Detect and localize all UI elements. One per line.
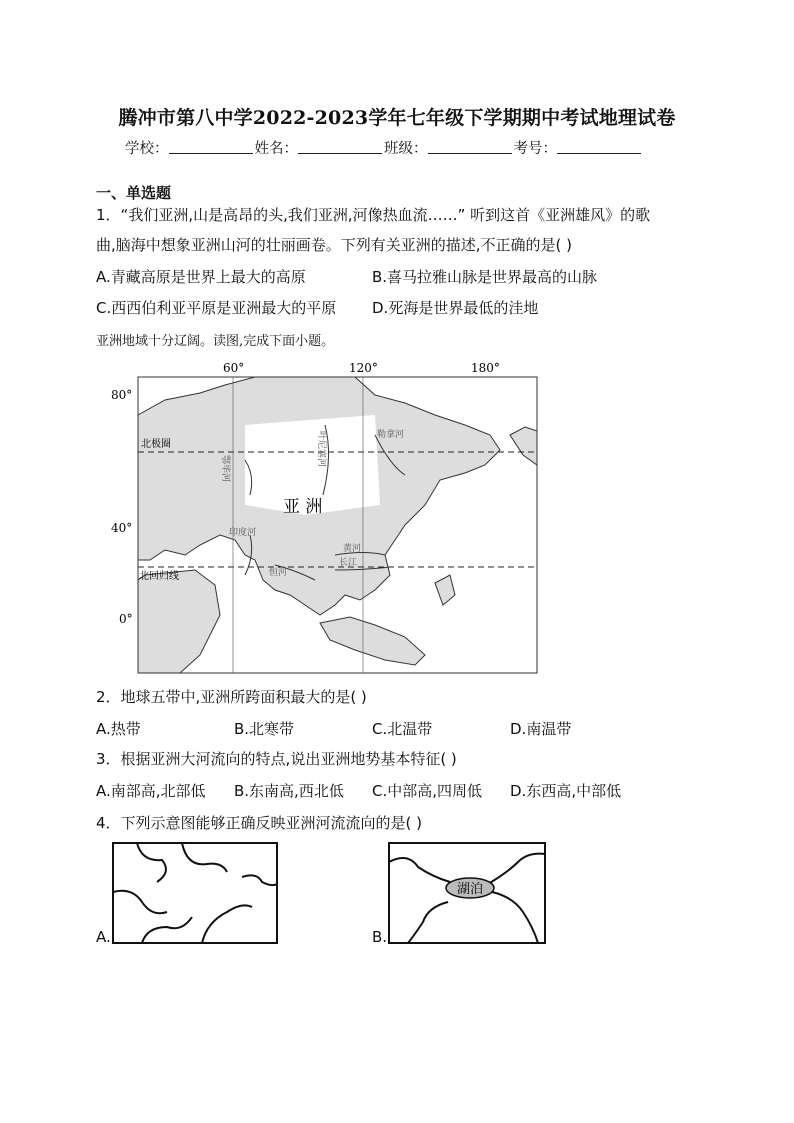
q3-option-b[interactable]: B.东南高,西北低 bbox=[234, 782, 344, 800]
q1-stem-line1: 1．“我们亚洲,山是高昂的头,我们亚洲,河像热血流……” 听到这首《亚洲雄风》的歌 bbox=[96, 206, 651, 224]
q3-option-c[interactable]: C.中部高,四周低 bbox=[372, 782, 483, 800]
q4-stem: 4．下列示意图能够正确反映亚洲河流流向的是( ) bbox=[96, 814, 423, 832]
student-info-row bbox=[125, 137, 643, 158]
q3-option-a[interactable]: A.南部高,北部低 bbox=[96, 782, 206, 800]
q2-option-c[interactable]: C.北温带 bbox=[372, 720, 433, 738]
exam-title: 腾冲市第八中学2022-2023学年七年级下学期期中考试地理试卷 bbox=[118, 107, 676, 129]
q2-option-b[interactable]: B.北寒带 bbox=[234, 720, 295, 738]
asia-map bbox=[105, 355, 545, 675]
q1-option-a[interactable]: A.青藏高原是世界上最大的高原 bbox=[96, 268, 306, 286]
class-label: 班级： bbox=[384, 141, 428, 157]
q4-diagram-a[interactable] bbox=[112, 842, 278, 944]
q4-diagram-b[interactable] bbox=[388, 842, 546, 944]
tropic-label: 北回归线 bbox=[139, 571, 179, 582]
q4-option-b-label[interactable]: B. bbox=[372, 928, 388, 946]
lena-river-label: 勒拿河 bbox=[377, 430, 405, 440]
number-field[interactable] bbox=[557, 137, 641, 154]
lake-label: 湖泊 bbox=[456, 882, 484, 897]
q3-stem: 3．根据亚洲大河流向的特点,说出亚洲地势基本特征( ) bbox=[96, 750, 457, 768]
q1-option-d[interactable]: D.死海是世界最低的洼地 bbox=[372, 299, 539, 317]
name-label: 姓名： bbox=[254, 141, 298, 157]
arctic-circle-label: 北极圈 bbox=[141, 439, 171, 450]
asia-label: 亚 洲 bbox=[283, 497, 323, 517]
lat-0-label: 0° bbox=[119, 612, 133, 626]
q1-option-c[interactable]: C.西西伯利亚平原是亚洲最大的平原 bbox=[96, 299, 337, 317]
yellow-river-label: 黄河 bbox=[343, 544, 362, 554]
yenisei-river-label: 叶尼塞河 bbox=[316, 431, 326, 468]
ob-river-label: 鄂毕河 bbox=[220, 455, 230, 483]
q1-option-b[interactable]: B.喜马拉雅山脉是世界最高的山脉 bbox=[372, 268, 598, 286]
lon-60-label: 60° bbox=[223, 361, 245, 375]
yangtze-river-label: 长江 bbox=[339, 558, 358, 568]
lat-40-label: 40° bbox=[111, 521, 133, 535]
school-field[interactable] bbox=[169, 137, 253, 154]
q2-option-d[interactable]: D.南温带 bbox=[510, 720, 572, 738]
school-label: 学校： bbox=[125, 141, 169, 157]
lon-120-label: 120° bbox=[349, 361, 378, 375]
indus-river-label: 印度河 bbox=[229, 528, 257, 538]
lon-180-label: 180° bbox=[471, 361, 500, 375]
q3-option-d[interactable]: D.东西高,中部低 bbox=[510, 782, 622, 800]
map-intro: 亚洲地域十分辽阔。读图,完成下面小题。 bbox=[96, 334, 335, 349]
class-field[interactable] bbox=[428, 137, 512, 154]
q4-option-a-label[interactable]: A. bbox=[96, 928, 111, 946]
number-label: 考号： bbox=[513, 141, 557, 157]
section-heading: 一、单选题 bbox=[96, 184, 172, 202]
name-field[interactable] bbox=[298, 137, 382, 154]
lat-80-label: 80° bbox=[111, 388, 133, 402]
q2-option-a[interactable]: A.热带 bbox=[96, 720, 141, 738]
q2-stem: 2．地球五带中,亚洲所跨面积最大的是( ) bbox=[96, 688, 367, 706]
ganges-river-label: 恒河 bbox=[269, 568, 288, 578]
q1-stem-line2: 曲,脑海中想象亚洲山河的壮丽画卷。下列有关亚洲的描述,不正确的是( ) bbox=[96, 236, 573, 254]
